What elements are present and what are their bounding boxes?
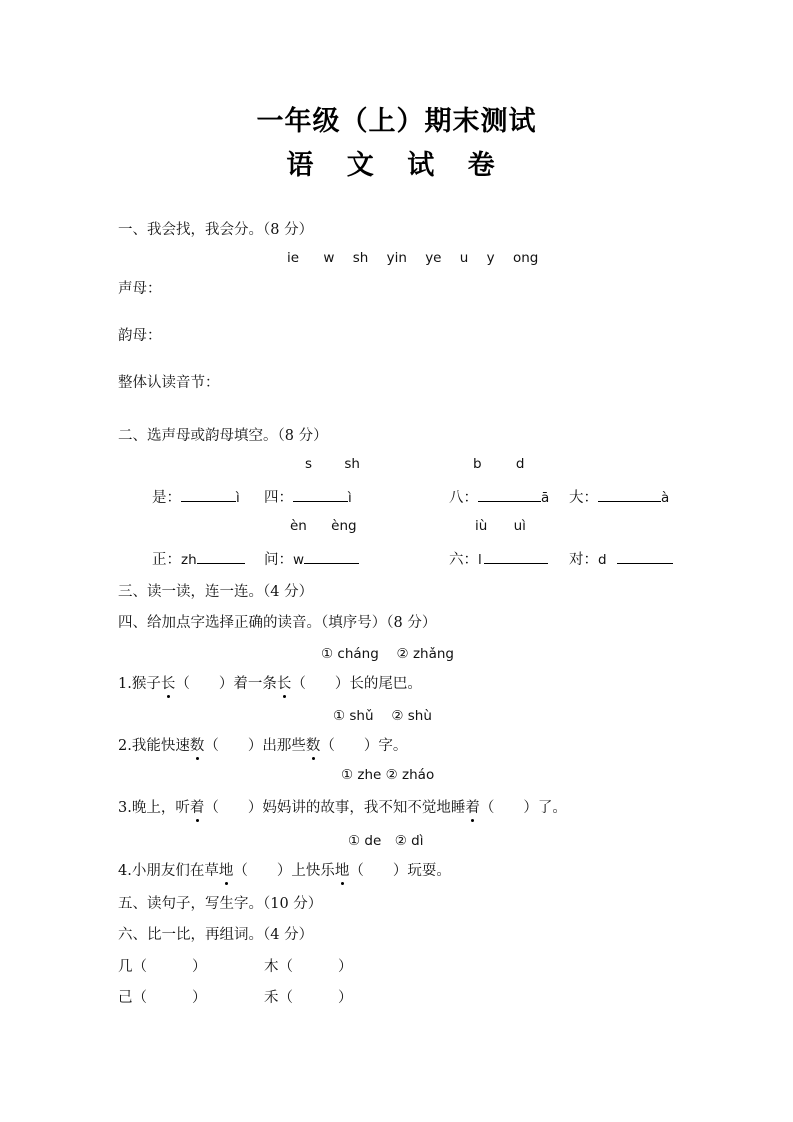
- char: 大：: [569, 490, 598, 506]
- answer-blank[interactable]: [617, 549, 673, 564]
- char: 六：: [449, 552, 478, 568]
- option: b: [473, 456, 482, 472]
- option: d: [515, 456, 525, 472]
- options-s-sh: [305, 456, 360, 472]
- fill-item-ba: [449, 486, 549, 507]
- text: （ ）上快乐: [233, 863, 335, 879]
- pinyin-item: sh: [352, 250, 369, 266]
- label-whole-syllables: 整体认读音节：: [118, 375, 220, 391]
- suffix: à: [661, 490, 670, 506]
- char: 对：: [569, 552, 598, 568]
- q1-options: ① cháng ② zhǎng: [321, 646, 454, 662]
- char: 四：: [264, 490, 293, 506]
- option: iù: [475, 518, 488, 534]
- char: 正：: [152, 552, 181, 568]
- q2-sentence: [118, 734, 407, 755]
- option: s: [305, 456, 313, 472]
- section-4-heading: 四、给加点字选择正确的读音。（填序号）（8 分）: [118, 615, 437, 631]
- text: 1.猴子: [118, 676, 161, 692]
- fill-item-wen: [264, 548, 359, 569]
- prefix: d: [598, 552, 607, 568]
- q4-sentence: [118, 859, 451, 880]
- pinyin-item: ie: [287, 250, 300, 266]
- exam-title: 一年级（上）期末测试: [256, 106, 537, 137]
- suffix: ì: [348, 490, 352, 506]
- option: èn: [290, 518, 307, 534]
- section-1-heading: 一、我会找，我会分。（8 分）: [118, 222, 314, 238]
- exam-subtitle: 语 文 试 卷: [286, 150, 507, 181]
- label-initials: 声母：: [118, 281, 162, 297]
- fill-item-liu: [449, 548, 548, 569]
- text: （ ）字。: [320, 738, 408, 754]
- char: 问：: [264, 552, 293, 568]
- answer-blank[interactable]: [293, 487, 348, 502]
- pinyin-item: w: [323, 250, 335, 266]
- q2-options: ① shǔ ② shù: [333, 708, 432, 724]
- pinyin-items: [287, 250, 538, 266]
- fill-item-shi: [152, 486, 240, 507]
- answer-blank[interactable]: [181, 487, 236, 502]
- char-with-paren: 木（: [264, 959, 293, 975]
- answer-blank[interactable]: [304, 549, 359, 564]
- compare-pair-1-right: [264, 955, 353, 976]
- close-paren: ）: [338, 959, 353, 975]
- text: （ ）了。: [479, 800, 567, 816]
- answer-blank[interactable]: [478, 487, 541, 502]
- option: uì: [513, 518, 526, 534]
- dotted-char: 地: [335, 859, 350, 880]
- prefix: w: [293, 552, 305, 568]
- option: èng: [331, 518, 357, 534]
- compare-pair-2-left: [118, 986, 207, 1007]
- compare-pair-2-right: [264, 986, 353, 1007]
- dotted-char: 长: [277, 672, 292, 693]
- answer-blank[interactable]: [197, 549, 245, 564]
- answer-blank[interactable]: [598, 487, 661, 502]
- label-finals: 韵母：: [118, 328, 162, 344]
- fill-item-da: [569, 486, 669, 507]
- options-b-d: [473, 456, 524, 472]
- text: 4.小朋友们在草: [118, 863, 219, 879]
- text: （ ）长的尾巴。: [291, 676, 422, 692]
- suffix: ì: [236, 490, 240, 506]
- char-with-paren: 几（: [118, 959, 147, 975]
- text: 2.我能快速: [118, 738, 190, 754]
- text: （ ）着一条: [175, 676, 277, 692]
- compare-pair-1-left: [118, 955, 207, 976]
- options-iu-ui: [475, 518, 526, 534]
- answer-blank[interactable]: [484, 549, 548, 564]
- prefix: l: [478, 552, 482, 568]
- section-2-heading: 二、选声母或韵母填空。（8 分）: [118, 428, 328, 444]
- dotted-char: 数: [306, 734, 321, 755]
- options-en-eng: [290, 518, 357, 534]
- close-paren: ）: [192, 990, 207, 1006]
- option: sh: [344, 456, 360, 472]
- prefix: zh: [181, 552, 197, 568]
- text: 3.晚上，听: [118, 800, 190, 816]
- close-paren: ）: [192, 959, 207, 975]
- close-paren: ）: [338, 990, 353, 1006]
- section-6-heading: 六、比一比，再组词。（4 分）: [118, 927, 314, 943]
- fill-item-zheng: [152, 548, 245, 569]
- char-with-paren: 禾（: [264, 990, 293, 1006]
- q1-sentence: [118, 672, 422, 693]
- fill-item-dui: [569, 548, 673, 569]
- dotted-char: 地: [219, 859, 234, 880]
- dotted-char: 长: [161, 672, 176, 693]
- char: 是：: [152, 490, 181, 506]
- pinyin-item: yin: [386, 250, 407, 266]
- char: 八：: [449, 490, 478, 506]
- pinyin-item: ong: [512, 250, 539, 266]
- q3-sentence: [118, 796, 567, 817]
- dotted-char: 数: [190, 734, 205, 755]
- pinyin-item: y: [486, 250, 495, 266]
- text: （ ）出那些: [204, 738, 306, 754]
- text: （ ）妈妈讲的故事，我不知不觉地睡: [204, 800, 466, 816]
- pinyin-item: u: [459, 250, 469, 266]
- text: （ ）玩耍。: [349, 863, 451, 879]
- q4-options: ① de ② dì: [348, 833, 424, 849]
- char-with-paren: 己（: [118, 990, 147, 1006]
- fill-item-si: [264, 486, 352, 507]
- q3-options: ① zhe ② zháo: [341, 767, 435, 783]
- dotted-char: 着: [465, 796, 480, 817]
- section-5-heading: 五、读句子，写生字。（10 分）: [118, 896, 323, 912]
- suffix: ā: [541, 490, 550, 506]
- section-3-heading: 三、读一读，连一连。（4 分）: [118, 584, 314, 600]
- pinyin-item: ye: [425, 250, 442, 266]
- dotted-char: 着: [190, 796, 205, 817]
